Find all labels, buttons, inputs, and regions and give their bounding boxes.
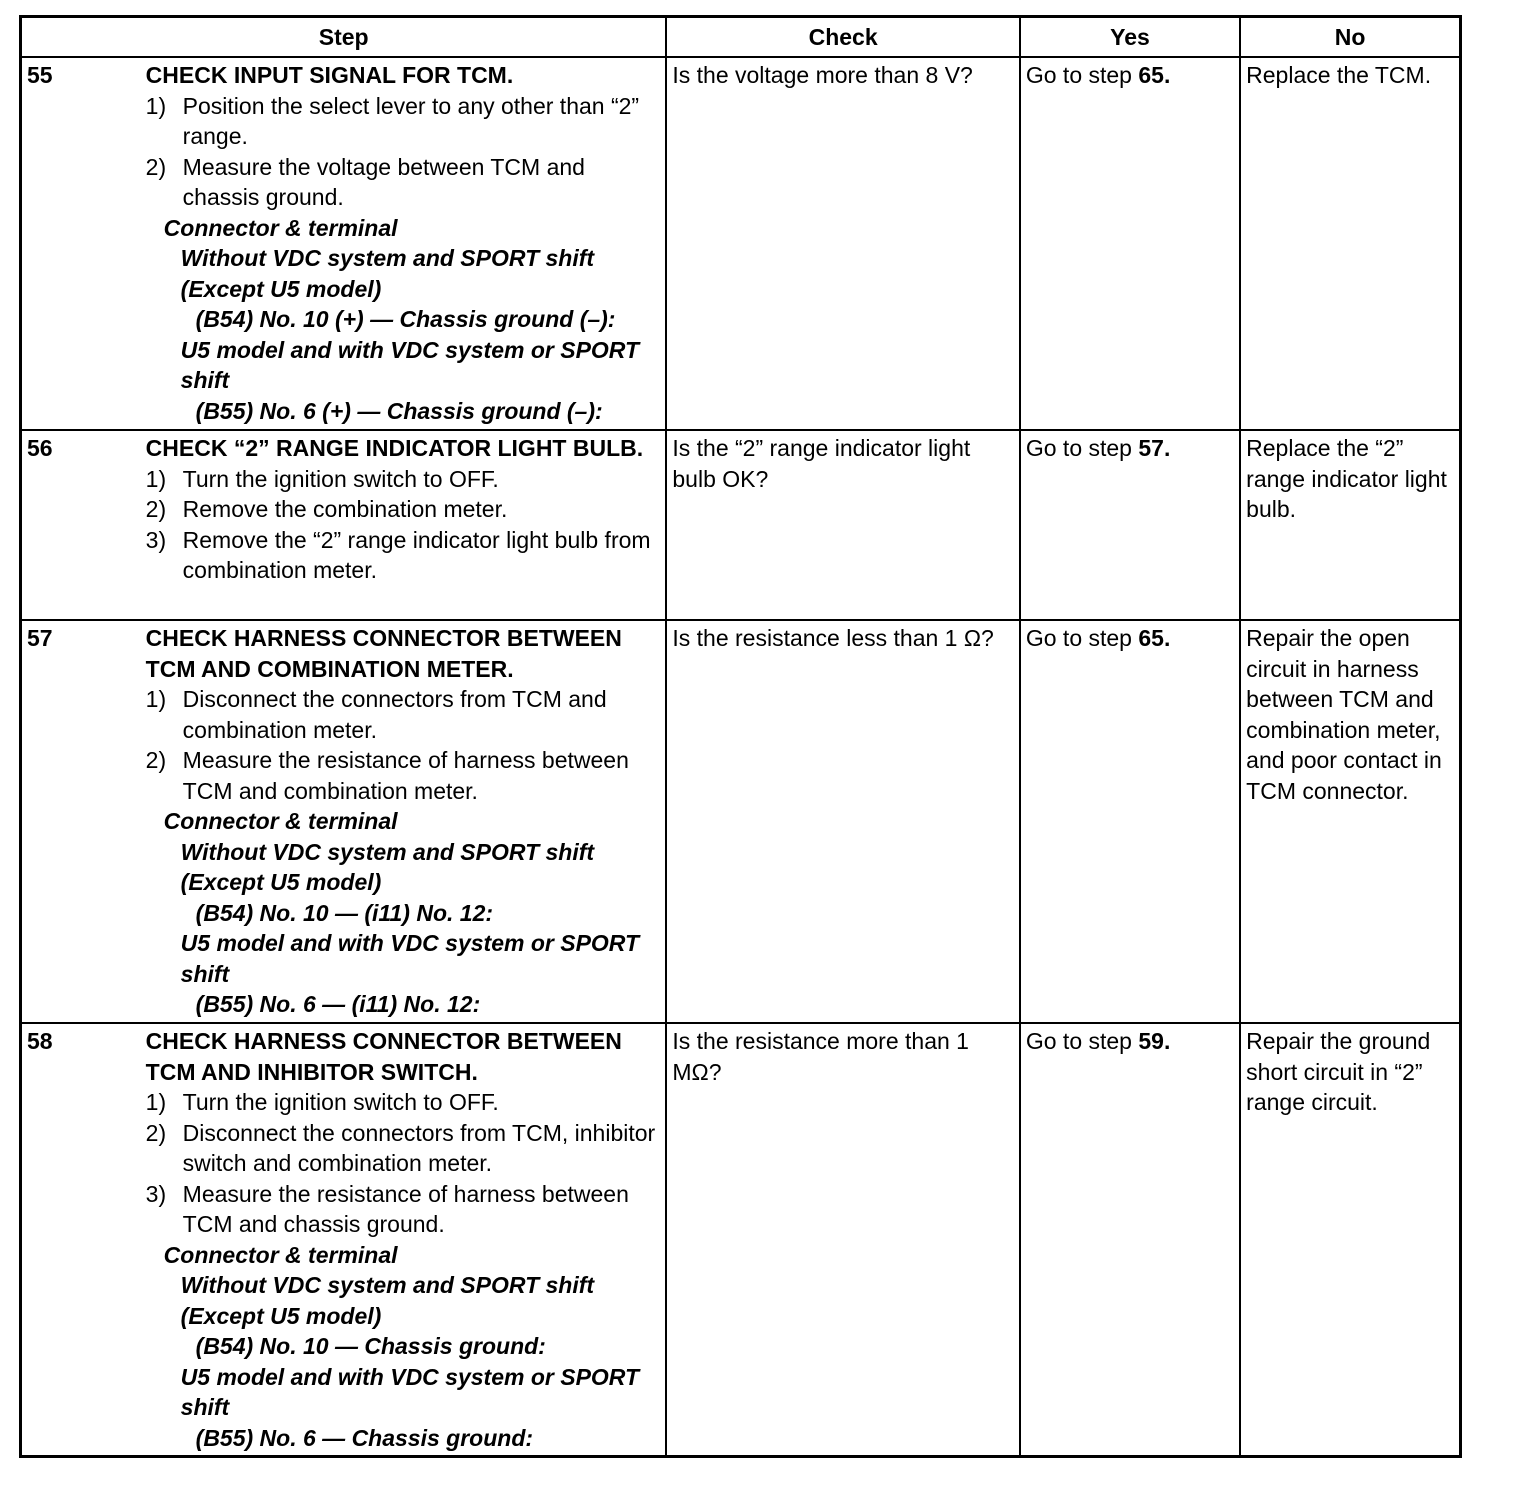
yes-step-ref: 59. — [1138, 1028, 1171, 1054]
step-number: 55 — [21, 57, 143, 430]
substep-text: Measure the resistance of harness between TCM and chassis ground. — [182, 1180, 629, 1237]
substep-number: 2) — [145, 747, 167, 773]
yes-prefix: Go to step — [1025, 435, 1139, 461]
terminal-spec: (B55) No. 6 — (i11) No. 12: — [195, 991, 481, 1017]
header-check: Check — [666, 17, 1019, 58]
substep-text: Disconnect the connectors from TCM and combination meter. — [182, 686, 607, 743]
terminal-spec: (B54) No. 10 — Chassis ground: — [195, 1333, 546, 1359]
yes-cell — [1020, 430, 1240, 620]
yes-prefix: Go to step — [1025, 1028, 1139, 1054]
step-number: 57 — [21, 620, 143, 1023]
terminal-spec: (B54) No. 10 — (i11) No. 12: — [195, 899, 494, 926]
terminal-spec: (B55) No. 6 (+) — Chassis ground (–): — [195, 397, 603, 424]
substep-number: 2) — [145, 153, 167, 180]
substep-number: 3) — [145, 1180, 167, 1207]
step-title: CHECK “2” RANGE INDICATOR LIGHT BULB. — [145, 435, 644, 461]
substep-number: 1) — [145, 92, 167, 119]
yes-cell — [1020, 620, 1240, 1023]
step-cell — [143, 57, 667, 430]
substep — [146, 1118, 662, 1179]
yes-step-ref: 57. — [1138, 435, 1171, 461]
no-cell: Repair the open circuit in harness between TCM and combination meter, and poor contact in TCM connector. — [1240, 620, 1460, 1023]
condition-text: Without VDC system and SPORT shift (Except U5 model) — [180, 838, 595, 895]
substep-text: Remove the “2” range indicator light bulb from combination meter. — [182, 526, 651, 583]
condition-text: Without VDC system and SPORT shift (Except U5 model) — [180, 245, 595, 302]
yes-cell — [1020, 1023, 1240, 1457]
connector-heading: Connector & terminal — [163, 1241, 398, 1268]
table-row — [21, 430, 1461, 620]
connector-heading: Connector & terminal — [163, 808, 398, 834]
no-cell: Replace the “2” range indicator light bulb. — [1240, 430, 1460, 620]
check-cell: Is the resistance less than 1 Ω? — [666, 620, 1019, 1023]
substep — [146, 464, 662, 495]
substep-number: 1) — [145, 465, 167, 492]
substep — [146, 152, 662, 213]
substep-text: Measure the resistance of harness between TCM and combination meter. — [182, 747, 629, 804]
step-cell — [143, 430, 667, 620]
connector-heading: Connector & terminal — [163, 214, 398, 241]
yes-prefix: Go to step — [1025, 625, 1139, 651]
check-cell: Is the resistance more than 1 MΩ? — [666, 1023, 1019, 1457]
condition-text: U5 model and with VDC system or SPORT shift — [180, 930, 640, 987]
substep-text: Disconnect the connectors from TCM, inhibitor switch and combination meter. — [182, 1119, 656, 1176]
step-title: CHECK HARNESS CONNECTOR BETWEEN TCM AND INHIBITOR SWITCH. — [145, 1028, 622, 1085]
substep-text: Remove the combination meter. — [182, 496, 508, 522]
step-title: CHECK INPUT SIGNAL FOR TCM. — [145, 62, 514, 88]
substep-number: 2) — [145, 496, 167, 522]
table-row — [21, 57, 1461, 430]
yes-step-ref: 65. — [1138, 62, 1171, 88]
step-cell — [143, 1023, 667, 1457]
header-step: Step — [21, 17, 667, 58]
header-row — [21, 17, 1461, 58]
yes-prefix: Go to step — [1025, 62, 1139, 88]
table-row — [21, 1023, 1461, 1457]
terminal-spec: (B55) No. 6 — Chassis ground: — [195, 1424, 534, 1451]
header-yes: Yes — [1020, 17, 1240, 58]
substep — [146, 1087, 662, 1118]
substep — [146, 494, 662, 525]
diagnostic-table — [19, 15, 1462, 1458]
substep — [146, 91, 662, 152]
table-row — [21, 620, 1461, 1023]
substep-number: 2) — [145, 1119, 167, 1146]
condition-text: U5 model and with VDC system or SPORT shift — [180, 1363, 640, 1420]
substep — [146, 745, 662, 806]
yes-cell — [1020, 57, 1240, 430]
substep-number: 1) — [145, 1089, 167, 1115]
condition-text: Without VDC system and SPORT shift (Except U5 model) — [180, 1272, 595, 1329]
step-title: CHECK HARNESS CONNECTOR BETWEEN TCM AND COMBINATION METER. — [145, 625, 622, 682]
substep-text: Turn the ignition switch to OFF. — [182, 465, 499, 492]
no-cell: Repair the ground short circuit in “2” range circuit. — [1240, 1023, 1460, 1457]
no-cell: Replace the TCM. — [1240, 57, 1460, 430]
check-cell: Is the “2” range indicator light bulb OK? — [666, 430, 1019, 620]
step-number: 58 — [21, 1023, 143, 1457]
terminal-spec: (B54) No. 10 (+) — Chassis ground (–): — [195, 306, 616, 332]
substep — [146, 684, 662, 745]
substep-text: Position the select lever to any other than “2” range. — [182, 92, 640, 149]
step-cell — [143, 620, 667, 1023]
condition-text: U5 model and with VDC system or SPORT shift — [180, 336, 640, 393]
header-no: No — [1240, 17, 1460, 58]
substep — [146, 525, 662, 586]
substep-number: 3) — [145, 526, 167, 553]
substep — [146, 1179, 662, 1240]
yes-step-ref: 65. — [1138, 625, 1171, 651]
check-cell: Is the voltage more than 8 V? — [666, 57, 1019, 430]
step-number: 56 — [21, 430, 143, 620]
substep-text: Turn the ignition switch to OFF. — [182, 1089, 499, 1115]
substep-text: Measure the voltage between TCM and chassis ground. — [182, 153, 585, 210]
substep-number: 1) — [145, 686, 167, 712]
